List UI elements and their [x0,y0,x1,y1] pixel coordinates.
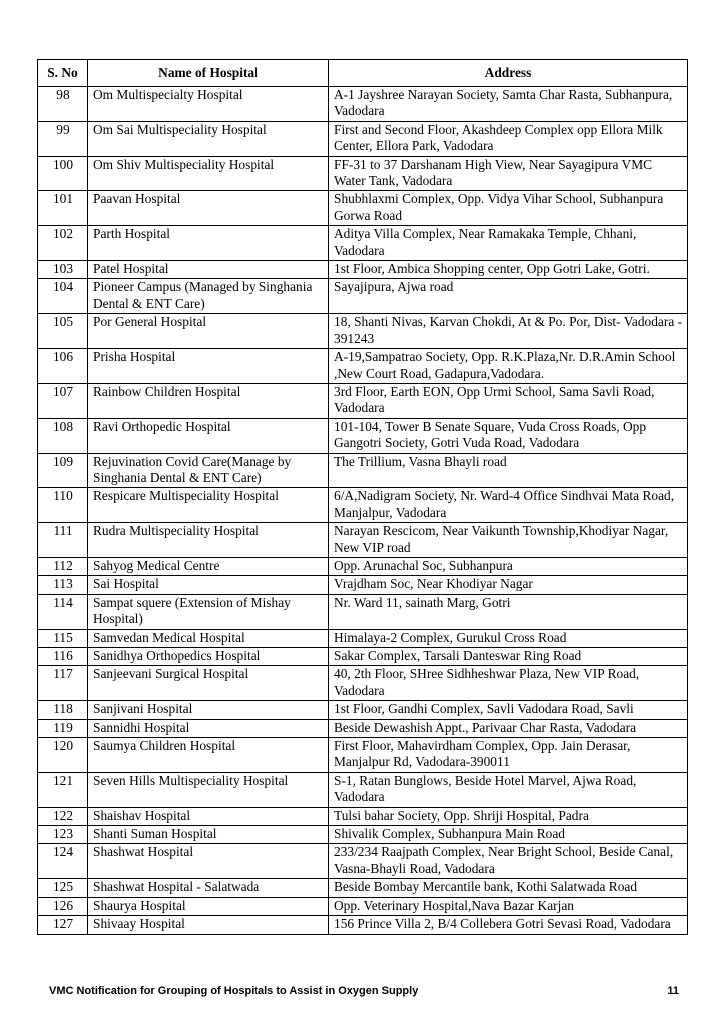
cell-address: 6/A,Nadigram Society, Nr. Ward-4 Office Sindhvai Mata Road, Manjalpur, Vadodara [329,488,688,523]
cell-hospital-name: Rainbow Children Hospital [88,383,329,418]
cell-sno: 114 [38,594,88,629]
table-row [38,121,688,156]
cell-sno: 122 [38,807,88,825]
cell-hospital-name: Shashwat Hospital [88,844,329,879]
cell-hospital-name: Sai Hospital [88,576,329,594]
cell-sno: 104 [38,279,88,314]
cell-sno: 109 [38,453,88,488]
cell-sno: 111 [38,523,88,558]
cell-address: 18, Shanti Nivas, Karvan Chokdi, At & Po. Por, Dist- Vadodara - 391243 [329,314,688,349]
cell-sno: 101 [38,191,88,226]
table-row [38,226,688,261]
table-header-row [38,60,688,87]
cell-sno: 113 [38,576,88,594]
cell-sno: 100 [38,156,88,191]
table-row [38,738,688,773]
cell-sno: 105 [38,314,88,349]
table-row [38,807,688,825]
table-row [38,576,688,594]
cell-hospital-name: Om Sai Multispeciality Hospital [88,121,329,156]
table-row [38,897,688,915]
cell-hospital-name: Samvedan Medical Hospital [88,629,329,647]
cell-address: First and Second Floor, Akashdeep Complex opp Ellora Milk Center, Ellora Park, Vadodara [329,121,688,156]
cell-sno: 118 [38,701,88,719]
cell-address: Vrajdham Soc, Near Khodiyar Nagar [329,576,688,594]
table-row [38,916,688,934]
cell-sno: 107 [38,383,88,418]
cell-address: A-1 Jayshree Narayan Society, Samta Char Rasta, Subhanpura, Vadodara [329,87,688,122]
cell-address: Sakar Complex, Tarsali Danteswar Ring Road [329,648,688,666]
cell-address: 101-104, Tower B Senate Square, Vuda Cross Roads, Opp Gangotri Society, Gotri Vuda Road, Vadodara [329,418,688,453]
table-row [38,879,688,897]
cell-address: Aditya Villa Complex, Near Ramakaka Temple, Chhani, Vadodara [329,226,688,261]
cell-hospital-name: Ravi Orthopedic Hospital [88,418,329,453]
table-row [38,418,688,453]
cell-address: Himalaya-2 Complex, Gurukul Cross Road [329,629,688,647]
table-row [38,314,688,349]
cell-hospital-name: Sannidhi Hospital [88,719,329,737]
table-row [38,279,688,314]
cell-hospital-name: Shanti Suman Hospital [88,826,329,844]
cell-address: Tulsi bahar Society, Opp. Shriji Hospital, Padra [329,807,688,825]
table-row [38,844,688,879]
cell-address: Nr. Ward 11, sainath Marg, Gotri [329,594,688,629]
cell-hospital-name: Prisha Hospital [88,349,329,384]
cell-hospital-name: Rudra Multispeciality Hospital [88,523,329,558]
cell-sno: 127 [38,916,88,934]
table-row [38,826,688,844]
cell-sno: 103 [38,261,88,279]
cell-address: Shivalik Complex, Subhanpura Main Road [329,826,688,844]
cell-address: Shubhlaxmi Complex, Opp. Vidya Vihar School, Subhanpura Gorwa Road [329,191,688,226]
table-row [38,594,688,629]
table-row [38,772,688,807]
cell-address: Beside Bombay Mercantile bank, Kothi Salatwada Road [329,879,688,897]
table-row [38,87,688,122]
cell-hospital-name: Sahyog Medical Centre [88,557,329,575]
header-sno: S. No [38,60,88,87]
cell-sno: 108 [38,418,88,453]
table-row [38,191,688,226]
table-row [38,261,688,279]
hospital-table [37,59,688,935]
cell-sno: 112 [38,557,88,575]
cell-address: 40, 2th Floor, SHree Sidhheshwar Plaza, New VIP Road, Vadodara [329,666,688,701]
cell-sno: 121 [38,772,88,807]
cell-hospital-name: Sampat squere (Extension of Mishay Hospital) [88,594,329,629]
cell-sno: 106 [38,349,88,384]
cell-address: Beside Dewashish Appt., Parivaar Char Rasta, Vadodara [329,719,688,737]
table-row [38,648,688,666]
cell-hospital-name: Parth Hospital [88,226,329,261]
cell-sno: 98 [38,87,88,122]
footer-title: VMC Notification for Grouping of Hospitals to Assist in Oxygen Supply [49,985,419,997]
cell-hospital-name: Saumya Children Hospital [88,738,329,773]
cell-address: 156 Prince Villa 2, B/4 Collebera Gotri Sevasi Road, Vadodara [329,916,688,934]
cell-hospital-name: Om Shiv Multispeciality Hospital [88,156,329,191]
page-number: 11 [667,985,679,997]
table-row [38,349,688,384]
cell-hospital-name: Respicare Multispeciality Hospital [88,488,329,523]
cell-hospital-name: Shivaay Hospital [88,916,329,934]
cell-hospital-name: Por General Hospital [88,314,329,349]
cell-address: 3rd Floor, Earth EON, Opp Urmi School, Sama Savli Road, Vadodara [329,383,688,418]
cell-sno: 119 [38,719,88,737]
cell-address: The Trillium, Vasna Bhayli road [329,453,688,488]
header-address: Address [329,60,688,87]
cell-hospital-name: Shaishav Hospital [88,807,329,825]
table-row [38,666,688,701]
cell-address: 1st Floor, Gandhi Complex, Savli Vadodara Road, Savli [329,701,688,719]
header-hospital-name: Name of Hospital [88,60,329,87]
cell-sno: 110 [38,488,88,523]
table-row [38,701,688,719]
cell-sno: 115 [38,629,88,647]
cell-address: A-19,Sampatrao Society, Opp. R.K.Plaza,Nr. D.R.Amin School ,New Court Road, Gadapura,Vadodara. [329,349,688,384]
table-row [38,383,688,418]
cell-hospital-name: Shashwat Hospital - Salatwada [88,879,329,897]
table-row [38,629,688,647]
table-row [38,453,688,488]
cell-hospital-name: Sanidhya Orthopedics Hospital [88,648,329,666]
table-row [38,488,688,523]
cell-hospital-name: Rejuvination Covid Care(Manage by Singhania Dental & ENT Care) [88,453,329,488]
cell-address: Narayan Rescicom, Near Vaikunth Township,Khodiyar Nagar, New VIP road [329,523,688,558]
cell-hospital-name: Paavan Hospital [88,191,329,226]
cell-hospital-name: Sanjeevani Surgical Hospital [88,666,329,701]
cell-address: Sayajipura, Ajwa road [329,279,688,314]
table-body [38,87,688,935]
cell-address: First Floor, Mahavirdham Complex, Opp. Jain Derasar, Manjalpur Rd, Vadodara-390011 [329,738,688,773]
cell-hospital-name: Sanjivani Hospital [88,701,329,719]
cell-address: FF-31 to 37 Darshanam High View, Near Sayagipura VMC Water Tank, Vadodara [329,156,688,191]
cell-hospital-name: Om Multispecialty Hospital [88,87,329,122]
cell-address: 1st Floor, Ambica Shopping center, Opp Gotri Lake, Gotri. [329,261,688,279]
cell-address: 233/234 Raajpath Complex, Near Bright School, Beside Canal, Vasna-Bhayli Road, Vadodara [329,844,688,879]
cell-address: Opp. Arunachal Soc, Subhanpura [329,557,688,575]
cell-hospital-name: Patel Hospital [88,261,329,279]
cell-sno: 117 [38,666,88,701]
cell-hospital-name: Shaurya Hospital [88,897,329,915]
table-row [38,523,688,558]
table-row [38,557,688,575]
cell-sno: 124 [38,844,88,879]
cell-hospital-name: Seven Hills Multispeciality Hospital [88,772,329,807]
cell-sno: 120 [38,738,88,773]
cell-sno: 125 [38,879,88,897]
cell-sno: 99 [38,121,88,156]
cell-sno: 102 [38,226,88,261]
cell-address: Opp. Veterinary Hospital,Nava Bazar Karjan [329,897,688,915]
cell-sno: 123 [38,826,88,844]
table-row [38,719,688,737]
table-row [38,156,688,191]
cell-sno: 116 [38,648,88,666]
cell-address: S-1, Ratan Bunglows, Beside Hotel Marvel, Ajwa Road, Vadodara [329,772,688,807]
cell-hospital-name: Pioneer Campus (Managed by Singhania Dental & ENT Care) [88,279,329,314]
cell-sno: 126 [38,897,88,915]
